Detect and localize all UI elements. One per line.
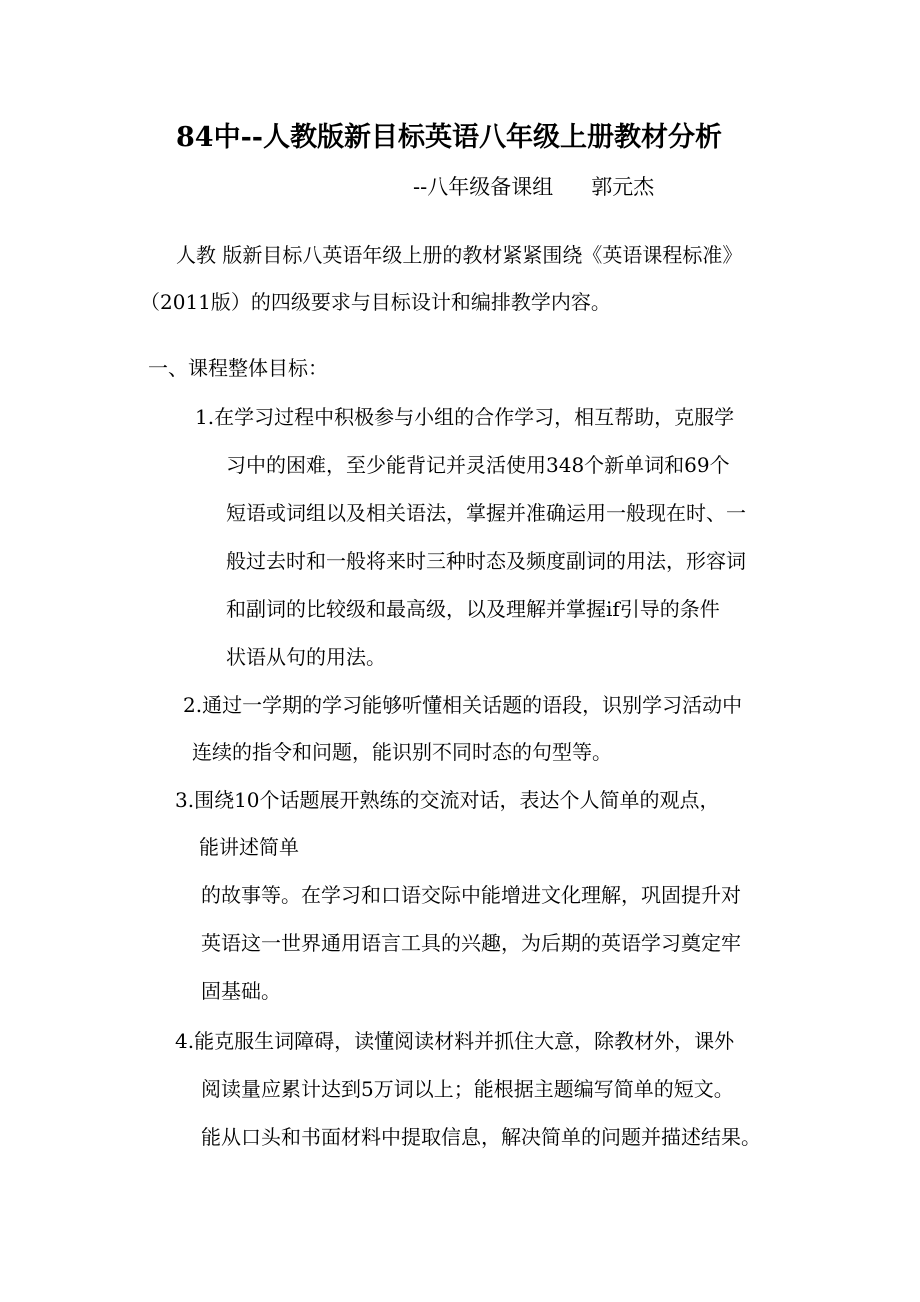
item-1-line: 习中的困难，至少能背记并灵活使用348个新单词和69个 — [226, 453, 730, 477]
section-heading: 一、课程整体目标： — [148, 356, 328, 380]
item-1-line: 般过去时和一般将来时三种时态及频度副词的用法，形容词 — [226, 549, 746, 573]
item-3-line: 英语这一世界通用语言工具的兴趣，为后期的英语学习奠定牢 — [201, 931, 741, 955]
item-3-line: 的故事等。在学习和口语交际中能增进文化理解，巩固提升对 — [201, 883, 741, 907]
document-title: 84中--人教版新目标英语八年级上册教材分析 — [176, 122, 722, 153]
item-1-line: 短语或词组以及相关语法，掌握并准确运用一般现在时、一 — [226, 501, 746, 525]
item-4-line: 4.能克服生词障碍，读懂阅读材料并抓住大意，除教材外，课外 — [175, 1029, 735, 1053]
item-3-line: 能讲述简单 — [199, 835, 299, 859]
item-2-line: 2.通过一学期的学习能够听懂相关话题的语段，识别学习活动中 — [183, 693, 743, 717]
item-1-line: 和副词的比较级和最高级，以及理解并掌握if引导的条件 — [226, 597, 720, 621]
item-2-line: 连续的指令和问题，能识别不同时态的句型等。 — [192, 740, 612, 764]
item-3-line: 3.围绕10个话题展开熟练的交流对话，表达个人简单的观点， — [175, 788, 720, 812]
item-1-line: 1.在学习过程中积极参与小组的合作学习，相互帮助，克服学 — [195, 405, 735, 429]
item-4-line: 能从口头和书面材料中提取信息，解决简单的问题并描述结果。 — [201, 1125, 761, 1149]
item-1-line: 状语从句的用法。 — [226, 645, 386, 669]
intro-line: 人教 版新目标八英语年级上册的教材紧紧围绕《英语课程标准》 — [176, 243, 743, 267]
document-subtitle — [413, 172, 654, 202]
subtitle-group: --八年级备课组 — [413, 175, 554, 199]
item-3-line: 固基础。 — [201, 979, 281, 1003]
intro-line: （2011版）的四级要求与目标设计和编排教学内容。 — [140, 290, 611, 314]
subtitle-author: 郭元杰 — [591, 175, 655, 199]
item-4-line: 阅读量应累计达到5万词以上；能根据主题编写简单的短文。 — [201, 1077, 734, 1101]
